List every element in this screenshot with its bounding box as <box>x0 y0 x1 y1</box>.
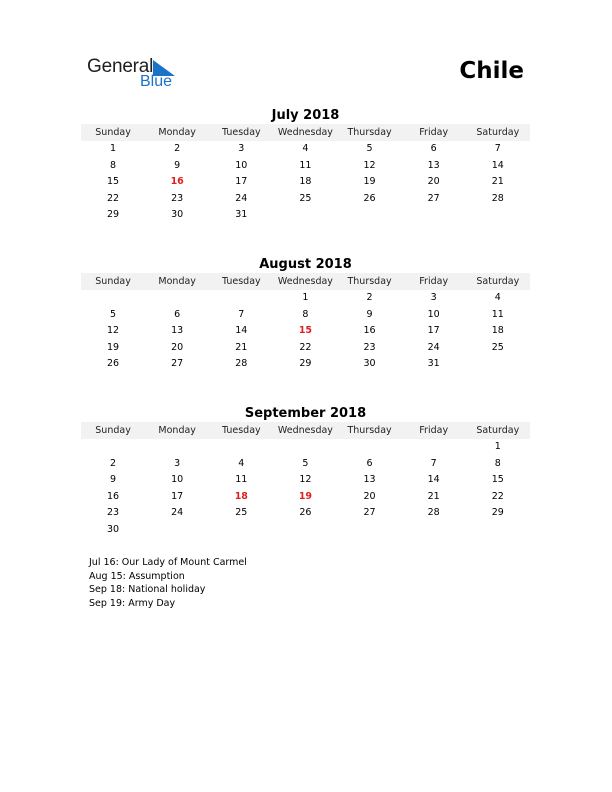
day-cell: 29 <box>491 507 504 519</box>
holiday-day-cell: 15 <box>298 325 313 337</box>
week-row <box>81 489 530 506</box>
holiday-day-cell: 16 <box>170 176 184 188</box>
logo-word-general: General <box>87 56 154 77</box>
day-cell: 3 <box>174 457 181 469</box>
day-cell: 5 <box>302 457 309 469</box>
day-cell <box>209 290 273 307</box>
weekday-label: Saturday <box>476 276 520 287</box>
day-cell: 9 <box>110 474 117 486</box>
logo-word-blue: Blue <box>140 73 173 90</box>
day-cell: 28 <box>427 507 440 519</box>
day-cell: 24 <box>235 192 248 204</box>
day-cell: 20 <box>171 341 184 353</box>
week-row <box>81 141 530 158</box>
holiday-note: Sep 18: National holiday <box>89 584 206 596</box>
day-cell: 26 <box>299 507 312 519</box>
weekday-label: Tuesday <box>221 127 261 138</box>
weekday-label: Monday <box>158 127 196 138</box>
day-cell <box>466 207 530 224</box>
country-title: Chile <box>459 58 524 84</box>
day-cell: 12 <box>299 474 312 486</box>
day-cell: 8 <box>494 457 501 469</box>
weekday-label: Friday <box>419 425 449 436</box>
day-cell <box>145 290 209 307</box>
day-cell: 31 <box>235 209 248 221</box>
day-cell: 10 <box>235 159 248 171</box>
day-cell <box>81 439 145 456</box>
weekday-label: Wednesday <box>277 425 333 436</box>
week-row <box>81 207 530 224</box>
day-cell: 10 <box>427 308 440 320</box>
day-cell <box>273 439 337 456</box>
day-cell: 7 <box>494 143 501 154</box>
day-cell: 19 <box>363 176 376 188</box>
day-cell: 5 <box>366 143 373 154</box>
day-cell: 21 <box>427 490 440 502</box>
day-cell: 1 <box>494 441 501 452</box>
weekday-label: Sunday <box>95 425 131 436</box>
week-row <box>81 456 530 473</box>
week-row <box>81 290 530 307</box>
day-cell: 21 <box>235 341 248 353</box>
day-cell: 20 <box>427 176 440 188</box>
week-row <box>81 439 530 456</box>
day-cell: 3 <box>238 143 245 154</box>
day-cell: 17 <box>427 325 440 337</box>
month-title: August 2018 <box>259 257 352 272</box>
day-cell <box>338 522 402 539</box>
month-title: September 2018 <box>244 406 367 421</box>
month-september-2018 <box>81 405 530 539</box>
month-august-2018 <box>81 256 530 373</box>
day-cell: 15 <box>491 474 504 486</box>
weekday-label: Sunday <box>95 276 131 287</box>
day-cell <box>466 522 530 539</box>
day-cell <box>402 207 466 224</box>
day-cell <box>81 290 145 307</box>
holiday-note: Jul 16: Our Lady of Mount Carmel <box>89 557 247 568</box>
day-cell: 14 <box>235 325 248 337</box>
weekday-label: Tuesday <box>221 276 261 287</box>
holiday-note: Sep 19: Army Day <box>89 597 176 609</box>
day-cell: 12 <box>363 159 376 171</box>
month-title: July 2018 <box>271 108 340 123</box>
holiday-day-cell: 18 <box>234 490 248 502</box>
day-cell: 13 <box>171 325 184 337</box>
day-cell: 14 <box>427 474 440 486</box>
week-row <box>81 472 530 489</box>
day-cell <box>466 356 530 373</box>
day-cell: 30 <box>171 209 184 221</box>
day-cell: 19 <box>107 341 120 353</box>
day-cell: 4 <box>238 457 245 469</box>
day-cell <box>145 439 209 456</box>
day-cell: 27 <box>427 192 440 204</box>
day-cell: 7 <box>430 457 437 469</box>
day-cell: 8 <box>302 308 309 320</box>
day-cell: 30 <box>107 523 120 535</box>
day-cell: 8 <box>110 159 117 171</box>
day-cell: 30 <box>363 358 376 370</box>
holiday-day-cell: 19 <box>298 490 313 502</box>
weekday-label: Wednesday <box>277 276 333 287</box>
day-cell: 9 <box>174 159 181 171</box>
weekday-label: Thursday <box>347 127 392 138</box>
day-cell: 21 <box>491 176 504 188</box>
day-cell: 28 <box>491 192 504 204</box>
weekday-label: Saturday <box>476 425 520 436</box>
day-cell: 4 <box>302 143 309 154</box>
weekday-label: Thursday <box>347 276 392 287</box>
day-cell: 27 <box>363 507 376 519</box>
day-cell: 25 <box>299 192 312 204</box>
week-row <box>81 307 530 324</box>
day-cell <box>273 522 337 539</box>
day-cell: 22 <box>299 341 312 353</box>
day-cell: 29 <box>107 209 120 221</box>
day-cell: 22 <box>491 490 504 502</box>
month-july-2018 <box>81 107 530 224</box>
day-cell: 27 <box>171 358 184 370</box>
day-cell: 11 <box>491 308 504 320</box>
day-cell: 11 <box>299 159 312 171</box>
day-cell <box>209 439 273 456</box>
generalblue-logo <box>87 56 187 92</box>
week-row <box>81 522 530 539</box>
week-row <box>81 505 530 522</box>
day-cell: 22 <box>107 192 120 204</box>
weekday-header-row <box>81 124 530 141</box>
day-cell: 12 <box>107 325 120 337</box>
weekday-label: Friday <box>419 276 449 287</box>
day-cell: 20 <box>363 490 376 502</box>
day-cell: 2 <box>110 457 117 469</box>
weekday-label: Sunday <box>95 127 131 138</box>
day-cell: 31 <box>427 358 440 370</box>
day-cell: 2 <box>174 143 181 154</box>
week-row <box>81 340 530 357</box>
weekday-label: Thursday <box>347 425 392 436</box>
day-cell: 29 <box>299 358 312 370</box>
day-cell: 23 <box>363 341 376 353</box>
day-cell <box>338 207 402 224</box>
weekday-label: Saturday <box>476 127 520 138</box>
day-cell: 6 <box>430 143 437 154</box>
weekday-label: Monday <box>158 276 196 287</box>
holiday-note: Aug 15: Assumption <box>89 570 185 582</box>
day-cell: 23 <box>107 507 120 519</box>
day-cell: 16 <box>363 325 376 337</box>
day-cell: 13 <box>363 474 376 486</box>
day-cell: 16 <box>107 490 120 502</box>
weekday-label: Monday <box>158 425 196 436</box>
day-cell: 4 <box>494 292 501 303</box>
day-cell: 24 <box>171 507 184 519</box>
day-cell: 26 <box>363 192 376 204</box>
weekday-label: Friday <box>419 127 449 138</box>
day-cell <box>145 522 209 539</box>
day-cell: 23 <box>171 192 184 204</box>
day-cell <box>209 522 273 539</box>
day-cell: 14 <box>491 159 504 171</box>
week-row <box>81 356 530 373</box>
day-cell: 9 <box>366 308 373 320</box>
day-cell: 1 <box>302 292 309 303</box>
day-cell <box>402 439 466 456</box>
week-row <box>81 191 530 208</box>
day-cell <box>338 439 402 456</box>
day-cell: 15 <box>107 176 120 188</box>
day-cell: 10 <box>171 474 184 486</box>
day-cell: 6 <box>366 457 373 469</box>
day-cell: 26 <box>107 358 120 370</box>
day-cell: 24 <box>427 341 440 353</box>
day-cell: 6 <box>174 308 181 320</box>
week-row <box>81 158 530 175</box>
day-cell <box>273 207 337 224</box>
day-cell: 13 <box>427 159 440 171</box>
week-row <box>81 174 530 191</box>
day-cell: 25 <box>491 341 504 353</box>
day-cell: 17 <box>171 490 184 502</box>
day-cell: 17 <box>235 176 248 188</box>
day-cell: 1 <box>110 143 117 154</box>
weekday-label: Tuesday <box>221 425 261 436</box>
day-cell: 28 <box>235 358 248 370</box>
day-cell: 18 <box>299 176 312 188</box>
weekday-label: Wednesday <box>277 127 333 138</box>
weekday-header-row <box>81 273 530 290</box>
day-cell: 25 <box>235 507 248 519</box>
day-cell <box>402 522 466 539</box>
day-cell: 18 <box>491 325 504 337</box>
week-row <box>81 323 530 340</box>
day-cell: 3 <box>430 292 437 303</box>
day-cell: 7 <box>238 308 245 320</box>
day-cell: 11 <box>235 474 248 486</box>
day-cell: 2 <box>366 292 373 303</box>
holiday-notes <box>89 556 247 610</box>
weekday-header-row <box>81 422 530 439</box>
day-cell: 5 <box>110 308 117 320</box>
